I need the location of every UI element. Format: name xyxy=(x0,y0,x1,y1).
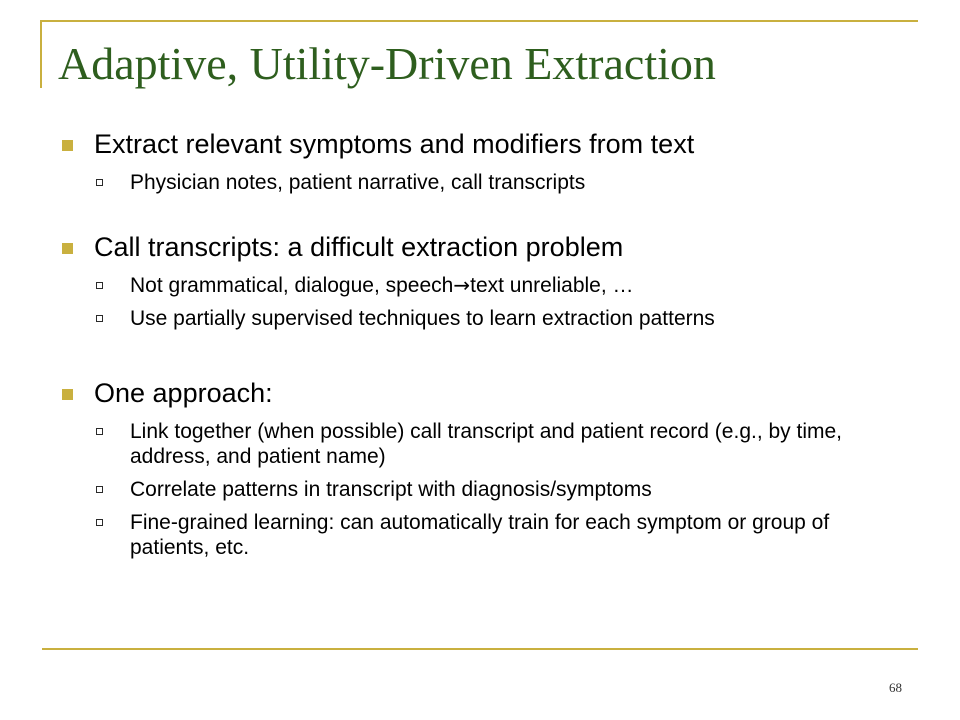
square-bullet-icon xyxy=(62,389,73,400)
sub-bullet-text: Fine-grained learning: can automatically train for each symptom or group of patients, etc. xyxy=(130,511,830,559)
slide-title: Adaptive, Utility-Driven Extraction xyxy=(58,38,716,89)
hollow-square-bullet-icon xyxy=(96,519,103,526)
bullet-text: One approach: xyxy=(94,378,273,408)
sub-bullet-partially-supervised xyxy=(60,306,890,331)
slide-number: 68 xyxy=(889,680,902,695)
sub-bullet-text: Use partially supervised techniques to learn extraction patterns xyxy=(130,307,715,330)
bullet-text: Extract relevant symptoms and modifiers from text xyxy=(94,129,695,159)
square-bullet-icon xyxy=(62,243,73,254)
sub-bullet-link-together xyxy=(60,419,890,469)
hollow-square-bullet-icon xyxy=(96,315,103,322)
left-frame-line xyxy=(40,20,42,88)
sub-bullet-not-grammatical xyxy=(60,273,890,298)
bullet-one-approach xyxy=(60,375,890,411)
bullet-call-transcripts xyxy=(60,229,890,265)
hollow-square-bullet-icon xyxy=(96,486,103,493)
bullet-text: Call transcripts: a difficult extraction problem xyxy=(94,232,624,262)
bottom-frame-line xyxy=(42,648,918,650)
right-arrow-icon: → xyxy=(453,273,471,297)
sub-bullet-correlate-patterns xyxy=(60,477,890,502)
top-frame-line xyxy=(42,20,918,22)
sub-bullet-text-part: text unreliable, … xyxy=(470,274,634,297)
sub-bullet-fine-grained xyxy=(60,510,890,560)
sub-bullet-text: Physician notes, patient narrative, call transcripts xyxy=(130,171,586,194)
bullet-extract-symptoms xyxy=(60,126,890,162)
hollow-square-bullet-icon xyxy=(96,179,103,186)
hollow-square-bullet-icon xyxy=(96,282,103,289)
sub-bullet-text-part: Not grammatical, dialogue, speech xyxy=(130,274,454,297)
square-bullet-icon xyxy=(62,140,73,151)
sub-bullet-sources xyxy=(60,170,890,195)
sub-bullet-text: Link together (when possible) call transcript and patient record (e.g., by time, address, and patient name) xyxy=(130,420,843,468)
slide-body xyxy=(60,126,890,560)
sub-bullet-text: Correlate patterns in transcript with diagnosis/symptoms xyxy=(130,478,652,501)
hollow-square-bullet-icon xyxy=(96,428,103,435)
